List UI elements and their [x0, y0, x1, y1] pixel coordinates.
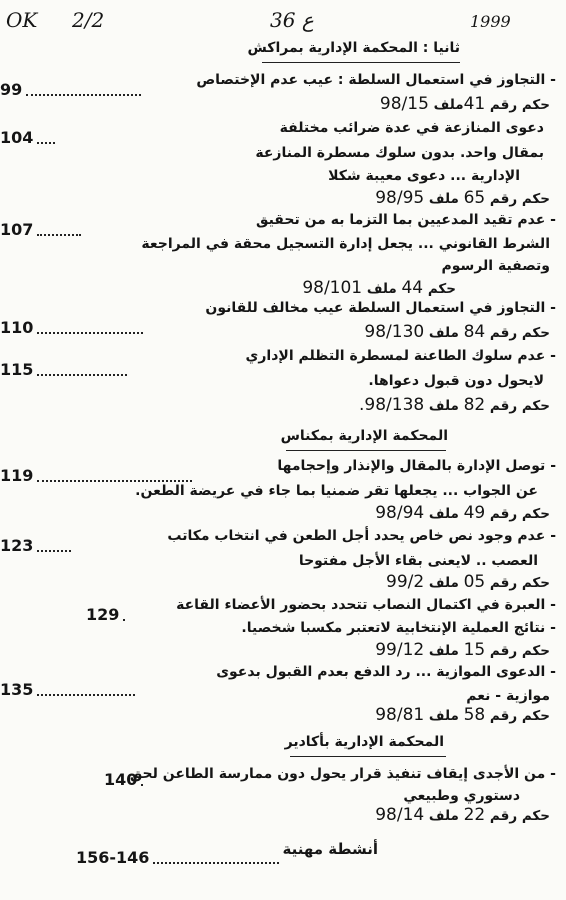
entry-115-line-2: لايحول دون قبول دعواها.: [368, 373, 544, 389]
section-title-marrakech: ثانيا : المحكمة الإدارية بمراكش: [247, 40, 460, 56]
entry-110-reference: حكم رقم 84 ملف 98/130: [364, 322, 550, 342]
page-number-140: 140: [104, 770, 143, 789]
document-number: 36 ع: [270, 8, 314, 32]
entry-107-reference: حكم 44 ملف 98/101: [302, 278, 456, 298]
entry-104-line-3: الإدارية ... دعوى معيبة شكلا: [328, 168, 520, 184]
page-fraction: 2/2: [72, 8, 105, 32]
page-number-99: 99: [0, 80, 141, 99]
page-number-104: 104: [0, 128, 55, 147]
entry-140-line-1: - من الأجدى إيقاف تنفيذ قرار يحول دون ممارسة الطاعن لحق: [129, 766, 556, 782]
professional-activities-title: أنشطة مهنية: [282, 840, 378, 858]
entry-119-line-1: - توصل الإدارة بالمقال والإنذار وإحجامها: [277, 458, 556, 474]
entry-107-line-1: - عدم تقيد المدعيين بما التزما به من تحقيق: [255, 212, 556, 228]
entry-129-line-2: - نتائج العملية الإنتخابية لاتعتبر مكسبا شخصيا.: [241, 620, 556, 636]
page-number-135: 135: [0, 680, 135, 699]
entry-129-reference: حكم رقم 15 ملف 99/12: [375, 640, 550, 660]
entry-107-line-2: الشرط القانوني ... يجعل إدارة التسجيل محقة في المراجعة: [141, 236, 550, 252]
page-number-123: 123: [0, 536, 71, 555]
entry-99-reference: حكم رقم 41ملف 98/15: [379, 94, 550, 114]
ok-mark: OK: [6, 8, 38, 32]
entry-135-line-2: موازية - نعم: [466, 688, 550, 704]
page-number-110: 110: [0, 318, 143, 337]
entry-129-line-1: - العبرة في اكتمال النصاب تتحدد بحضور الأعضاء القاعة: [176, 597, 556, 613]
entry-123-reference: حكم رقم 05 ملف 99/2: [386, 572, 550, 592]
page-range-activities: 156-146: [76, 848, 279, 867]
document-year: 1999: [470, 12, 511, 31]
entry-123-line-2: العصب .. لايعنى بقاء الأجل مفتوحا: [298, 553, 538, 569]
section-underline: [286, 450, 446, 451]
entry-104-reference: حكم رقم 65 ملف 98/95: [375, 188, 550, 208]
entry-115-line-1: - عدم سلوك الطاعنة لمسطرة التظلم الإداري: [245, 348, 556, 364]
entry-115-reference: حكم رقم 82 ملف 98/138.: [359, 395, 550, 415]
page-number-107: 107: [0, 220, 81, 239]
entry-104-line-2: بمقال واحد. بدون سلوك مسطرة المنازعة: [255, 145, 544, 161]
entry-140-line-2: دستوري وطبيعي: [403, 788, 520, 804]
page-number-115: 115: [0, 360, 127, 379]
page-number-119: 119: [0, 466, 192, 485]
entry-99-line-1: - التجاوز في استعمال السلطة : عيب عدم الإختصاص: [196, 72, 556, 88]
section-underline: [262, 62, 460, 63]
entry-110-line-1: - التجاوز في استعمال السلطة عيب مخالف للقانون: [205, 300, 556, 316]
entry-135-line-1: - الدعوى الموازية ... رد الدفع بعدم القبول بدعوى: [216, 664, 556, 680]
entry-123-line-1: - عدم وجود نص خاص يحدد أجل الطعن في انتخاب مكاتب: [167, 528, 556, 544]
entry-140-reference: حكم رقم 22 ملف 98/14: [375, 805, 550, 825]
entry-107-line-3: وتصفية الرسوم: [441, 258, 550, 274]
section-title-agadir: المحكمة الإدارية بأكادير: [284, 734, 444, 750]
entry-135-reference: حكم رقم 58 ملف 98/81: [375, 705, 550, 725]
section-underline: [290, 756, 446, 757]
entry-119-reference: حكم رقم 49 ملف 98/94: [375, 503, 550, 523]
entry-119-line-2: عن الجواب ... يجعلها تقر ضمنيا بما جاء في عريضة الطعن.: [135, 483, 538, 499]
entry-104-line-1: دعوى المنازعة في عدة ضرائب مختلفة: [279, 120, 544, 136]
section-title-meknes: المحكمة الإدارية بمكناس: [280, 428, 448, 444]
page-number-129: 129: [86, 605, 125, 624]
